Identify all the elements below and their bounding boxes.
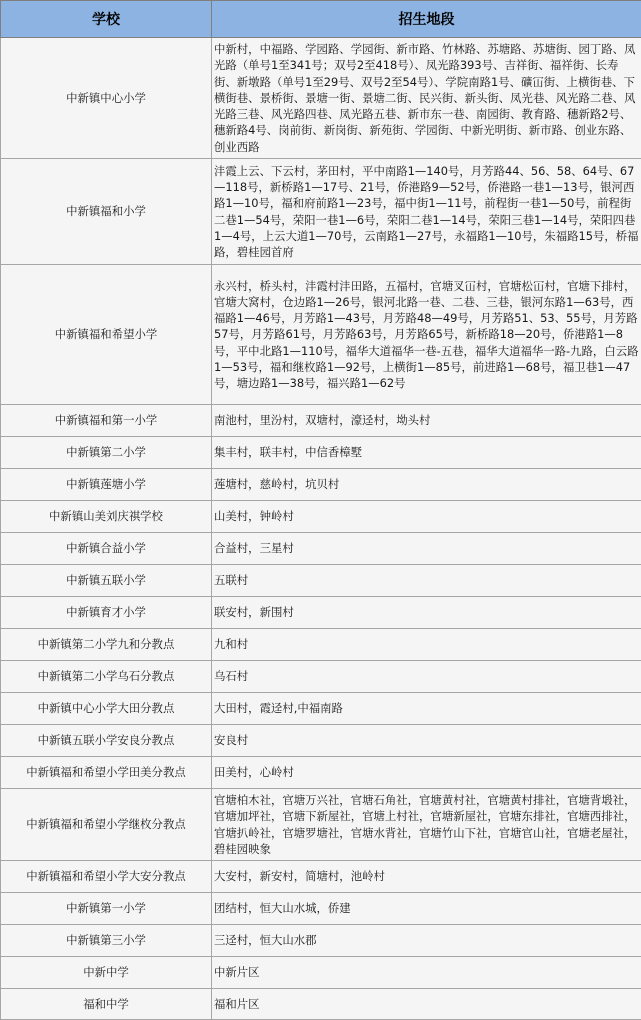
table-row (1, 405, 641, 437)
table-row (1, 757, 641, 789)
area-cell: 官塘柏木社，官塘万兴社，官塘石角社，官塘黄村社，官塘黄村排社，官塘背塅社，官塘加坪社，官塘下新屋社，官塘上村社，官塘新屋社，官塘东排社，官塘西排社，官塘扒岭社，官塘罗塘社，官塘水背社，官塘竹山下社，官塘官山社，官塘老屋社，碧桂园映象 (212, 789, 641, 861)
area-cell: 中新村，中福路、学园路、学园街、新市路、竹林路、苏塘路、苏塘街、园丁路、凤光路（单号1至341号；双号2至418号）、凤光路393号、吉祥街、福祥街、长寿街、新墩路（单号1至29号、双号2至54号）、学院南路1号、礦冚街、上横街巷、下横街巷、景桥街、景塘一街、景塘二街、民兴街、新头街、凤光巷、风光路二巷、风光路三巷、风光路四巷、凤光路五巷、新市东一巷、南园街、教育路、穗新路2号、穗新路4号、岗前街、新岗街、新苑街、学园街、中新光明街、新市路、创业东路、创业西路 (212, 38, 641, 159)
table-row (1, 789, 641, 861)
area-cell: 田美村，心岭村 (212, 757, 641, 789)
school-cell: 中新镇中心小学大田分教点 (1, 693, 212, 725)
area-cell: 南池村，里汾村，双塘村，濠迳村，坳头村 (212, 405, 641, 437)
table-row (1, 437, 641, 469)
school-cell: 中新镇福和小学 (1, 159, 212, 265)
school-cell: 中新镇第三小学 (1, 925, 212, 957)
school-cell: 中新镇福和希望小学继枚分教点 (1, 789, 212, 861)
table-row (1, 861, 641, 893)
table-row (1, 469, 641, 501)
school-cell: 中新镇福和希望小学大安分教点 (1, 861, 212, 893)
area-cell: 山美村，钟岭村 (212, 501, 641, 533)
school-cell: 中新镇第一小学 (1, 893, 212, 925)
area-column-header: 招生地段 (212, 1, 641, 38)
school-cell: 中新镇福和希望小学 (1, 265, 212, 405)
school-cell: 中新镇合益小学 (1, 533, 212, 565)
table-row (1, 533, 641, 565)
area-cell: 联安村，新围村 (212, 597, 641, 629)
table-row (1, 925, 641, 957)
table-row (1, 159, 641, 265)
area-cell: 大安村，新安村，简塘村，池岭村 (212, 861, 641, 893)
area-cell: 福和片区 (212, 989, 641, 1020)
table-row (1, 265, 641, 405)
table-row (1, 725, 641, 757)
header-row (1, 1, 641, 38)
table-row (1, 893, 641, 925)
school-cell: 中新镇山美刘庆祺学校 (1, 501, 212, 533)
area-cell: 九和村 (212, 629, 641, 661)
school-cell: 中新镇莲塘小学 (1, 469, 212, 501)
area-cell: 沣霞上云、下云村，茅田村，平中南路1—140号，月芳路44、56、58、64号、67—118号，新桥路1—17号、21号，侨港路9—52号，侨港路一巷1—13号，银河西路1—10号，福和府前路1—23号，福中街1—11号，前程街一巷1—50号，前程街二巷1—54号，荣阳一巷1—6号，荣阳二巷1—14号，荣阳三巷1—14号，荣阳四巷1—4号，上云大道1—70号，云南路1—27号，永福路1—10号，朱福路15号，桥福路，碧桂园首府 (212, 159, 641, 265)
school-cell: 中新镇福和希望小学田美分教点 (1, 757, 212, 789)
school-cell: 中新镇五联小学安良分教点 (1, 725, 212, 757)
school-cell: 中新镇中心小学 (1, 38, 212, 159)
area-cell: 中新片区 (212, 957, 641, 989)
table-row (1, 38, 641, 159)
table-row (1, 501, 641, 533)
area-cell: 莲塘村，慈岭村，坑贝村 (212, 469, 641, 501)
area-cell: 安良村 (212, 725, 641, 757)
table-row (1, 597, 641, 629)
area-cell: 集丰村，联丰村，中信香樟墅 (212, 437, 641, 469)
area-cell: 五联村 (212, 565, 641, 597)
school-column-header: 学校 (1, 1, 212, 38)
table-row (1, 565, 641, 597)
area-cell: 团结村，恒大山水城，侨建 (212, 893, 641, 925)
school-cell: 中新镇育才小学 (1, 597, 212, 629)
area-cell: 合益村，三星村 (212, 533, 641, 565)
table-row (1, 957, 641, 989)
table-row (1, 661, 641, 693)
school-cell: 中新镇第二小学乌石分教点 (1, 661, 212, 693)
school-cell: 中新镇第二小学九和分教点 (1, 629, 212, 661)
school-cell: 中新镇福和第一小学 (1, 405, 212, 437)
table-row (1, 629, 641, 661)
area-cell: 永兴村，桥头村，沣霞村沣田路，五福村，官塘叉冚村，官塘松冚村，官塘下排村，官塘大窝村，仓边路1—26号，银河北路一巷、二巷、三巷，银河东路1—63号，西福路1—46号，月芳路1—43号，月芳路48—49号，月芳路51、53、55号，月芳路57号，月芳路61号，月芳路63号，月芳路65号，新桥路18—20号，侨港路1—8号，平中北路1—110号，福华大道福华一巷-五巷，福华大道福华一路-九路，白云路1—53号，福和继枚路1—92号，上横街1—85号，前进路1—68号，福卫巷1—47号，塘边路1—38号，福兴路1—62号 (212, 265, 641, 405)
school-cell: 福和中学 (1, 989, 212, 1020)
table-row (1, 693, 641, 725)
school-cell: 中新镇第二小学 (1, 437, 212, 469)
school-cell: 中新镇五联小学 (1, 565, 212, 597)
area-cell: 乌石村 (212, 661, 641, 693)
area-cell: 大田村，霞迳村,中福南路 (212, 693, 641, 725)
table-row (1, 989, 641, 1020)
area-cell: 三迳村，恒大山水郡 (212, 925, 641, 957)
school-cell: 中新中学 (1, 957, 212, 989)
